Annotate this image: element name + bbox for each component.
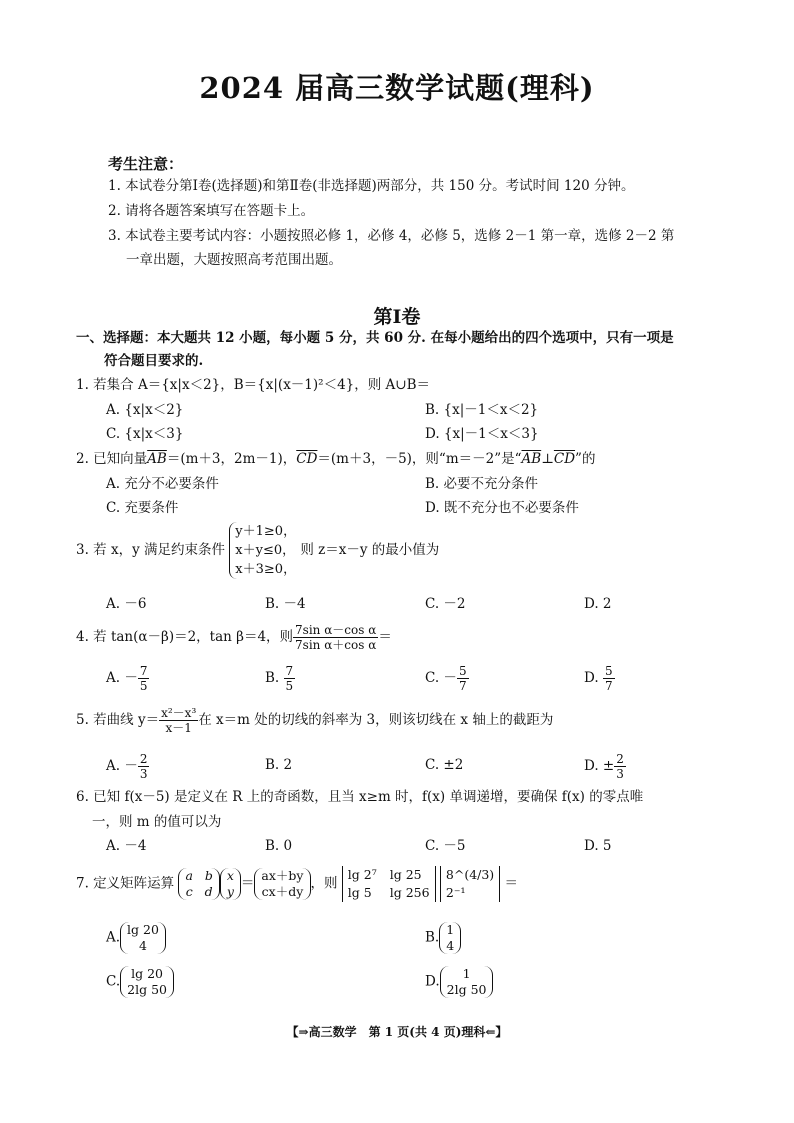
- q7-option-a: A. lg 20 4: [106, 922, 166, 954]
- q1-option-d: D. {x|－1＜x＜3}: [425, 426, 539, 442]
- page-footer: 【⇒高三数学 第 1 页(共 4 页)理科⇐】: [286, 1025, 508, 1039]
- q1-stem: 1. 若集合 A＝{x|x＜2}，B＝{x|(x－1)²＜4}，则 A∪B＝: [76, 377, 431, 393]
- q4-stem-b: ＝: [378, 629, 392, 645]
- q3-stem-a: 3. 若 x，y 满足约束条件: [76, 542, 225, 558]
- q4-stem-a: 4. 若 tan(α－β)＝2，tan β＝4，则: [76, 629, 294, 645]
- vector-xy: x y: [220, 868, 241, 900]
- q2-stem: [76, 449, 595, 469]
- notice-item-3-cont: 一章出题，大题按照高考范围出题。: [126, 252, 342, 268]
- q3-option-c: C. －2: [425, 596, 466, 612]
- q2-stem-a: 2. 已知向量: [76, 451, 148, 467]
- q1-option-b: B. {x|－1＜x＜2}: [425, 402, 539, 418]
- constraint-2: x＋y≤0，: [235, 543, 296, 558]
- q3-option-b: B. －4: [265, 596, 306, 612]
- section-instruction-2: 符合题目要求的.: [104, 353, 204, 369]
- q7-option-d: D. 1 2lg 50: [425, 966, 493, 998]
- q5-stem: [76, 706, 553, 735]
- result-vector: ax＋by cx＋dy: [254, 868, 310, 900]
- q4-fraction: $\frac{\text{7sin α－cos α}}{\text{7sin α＋cos α}}$: [295, 623, 377, 652]
- q5-option-b: B. 2: [265, 757, 293, 773]
- q6-option-a: A. －4: [106, 838, 147, 854]
- q5-stem-b: 在 x＝m 处的切线的斜率为 3，则该切线在 x 轴上的截距为: [198, 712, 554, 728]
- q7-stem: 7. 定义矩阵运算 a b c d x y ＝ ax＋by cx＋dy ，则 lg 2⁷ lg 25 lg 5 lg 256 8^(4/3) 2⁻¹ ＝: [76, 867, 518, 900]
- page-title: 2024 届高三数学试题(理科): [199, 71, 595, 105]
- constraint-system: [229, 522, 296, 579]
- section-title: 第Ⅰ卷: [373, 306, 421, 328]
- q2-option-d: D. 既不充分也不必要条件: [425, 500, 579, 516]
- q2-option-a: A. 充分不必要条件: [106, 476, 219, 492]
- constraint-1: y＋1≥0，: [235, 524, 297, 539]
- q6-option-b: B. 0: [265, 838, 293, 854]
- q4-option-d: D. $\frac{5}{7}$: [584, 664, 613, 693]
- q5-option-c: C. ±2: [425, 757, 464, 773]
- q6-option-d: D. 5: [584, 838, 612, 854]
- log-matrix: lg 2⁷ lg 25 lg 5 lg 256: [342, 866, 436, 902]
- q5-stem-a: 5. 若曲线 y＝: [76, 712, 160, 728]
- q2-stem-c: ＝(m＋3，－5)，则“m＝－2”是“: [317, 451, 522, 467]
- notice-item-1: 1. 本试卷分第Ⅰ卷(选择题)和第Ⅱ卷(非选择题)两部分，共 150 分。考试时间 120 分钟。: [108, 178, 635, 194]
- q6-stem-line1: 6. 已知 f(x－5) 是定义在 R 上的奇函数，且当 x≥m 时，f(x) 单调递增，要确保 f(x) 的零点唯: [76, 789, 644, 805]
- q7-stem-a: 7. 定义矩阵运算: [76, 875, 175, 892]
- q4-option-c: C. － $\frac{5}{7}$: [425, 664, 467, 693]
- q1-option-a: A. {x|x＜2}: [106, 402, 184, 418]
- vector-cd: $\overline{CD}$: [296, 451, 318, 467]
- section-instruction-1: 一、选择题：本大题共 12 小题，每小题 5 分，共 60 分. 在每小题给出的四个选项中，只有一项是: [76, 330, 674, 346]
- q2-stem-b: ＝(m＋3，2m－1)，: [166, 451, 297, 467]
- q2-option-b: B. 必要不充分条件: [425, 476, 539, 492]
- vector-ab-2: $\overline{AB}$: [521, 451, 542, 467]
- q4-stem: [76, 623, 392, 652]
- notice-item-3: 3. 本试卷主要考试内容：小题按照必修 1，必修 4，必修 5，选修 2－1 第一章，选修 2－2 第: [108, 228, 675, 244]
- q7-option-b: B. 1 4: [425, 922, 461, 954]
- matrix-abcd: a b c d: [178, 868, 219, 900]
- q1-option-c: C. {x|x＜3}: [106, 426, 184, 442]
- q6-stem-line2: 一，则 m 的值可以为: [92, 814, 222, 830]
- perp-symbol: ⊥: [541, 451, 554, 467]
- q4-option-a: A. － $\frac{7}{5}$: [106, 664, 148, 693]
- q7-option-c: C. lg 20 2lg 50: [106, 966, 174, 998]
- q6-option-c: C. －5: [425, 838, 466, 854]
- constraint-3: x＋3≥0，: [235, 562, 297, 577]
- q3-option-a: A. －6: [106, 596, 147, 612]
- q2-stem-e: ”的: [575, 451, 596, 467]
- q2-option-c: C. 充要条件: [106, 500, 179, 516]
- notice-item-2: 2. 请将各题答案填写在答题卡上。: [108, 203, 315, 219]
- q3-stem-b: 则 z＝x－y 的最小值为: [300, 542, 440, 558]
- notice-heading: 考生注意：: [108, 155, 184, 173]
- q4-option-b: B. $\frac{7}{5}$: [265, 664, 294, 693]
- q5-option-a: A. － $\frac{2}{3}$: [106, 752, 148, 781]
- q5-option-d: D. ± $\frac{2}{3}$: [584, 752, 624, 781]
- vector-ab: $\overline{AB}$: [147, 451, 167, 467]
- q5-fraction: $\frac{\text{x²－x³}}{x-1}$: [161, 706, 197, 735]
- power-vector: 8^(4/3) 2⁻¹: [440, 866, 500, 902]
- vector-cd-2: $\overline{CD}$: [553, 451, 576, 467]
- q3-stem: [76, 522, 439, 579]
- q3-option-d: D. 2: [584, 596, 612, 612]
